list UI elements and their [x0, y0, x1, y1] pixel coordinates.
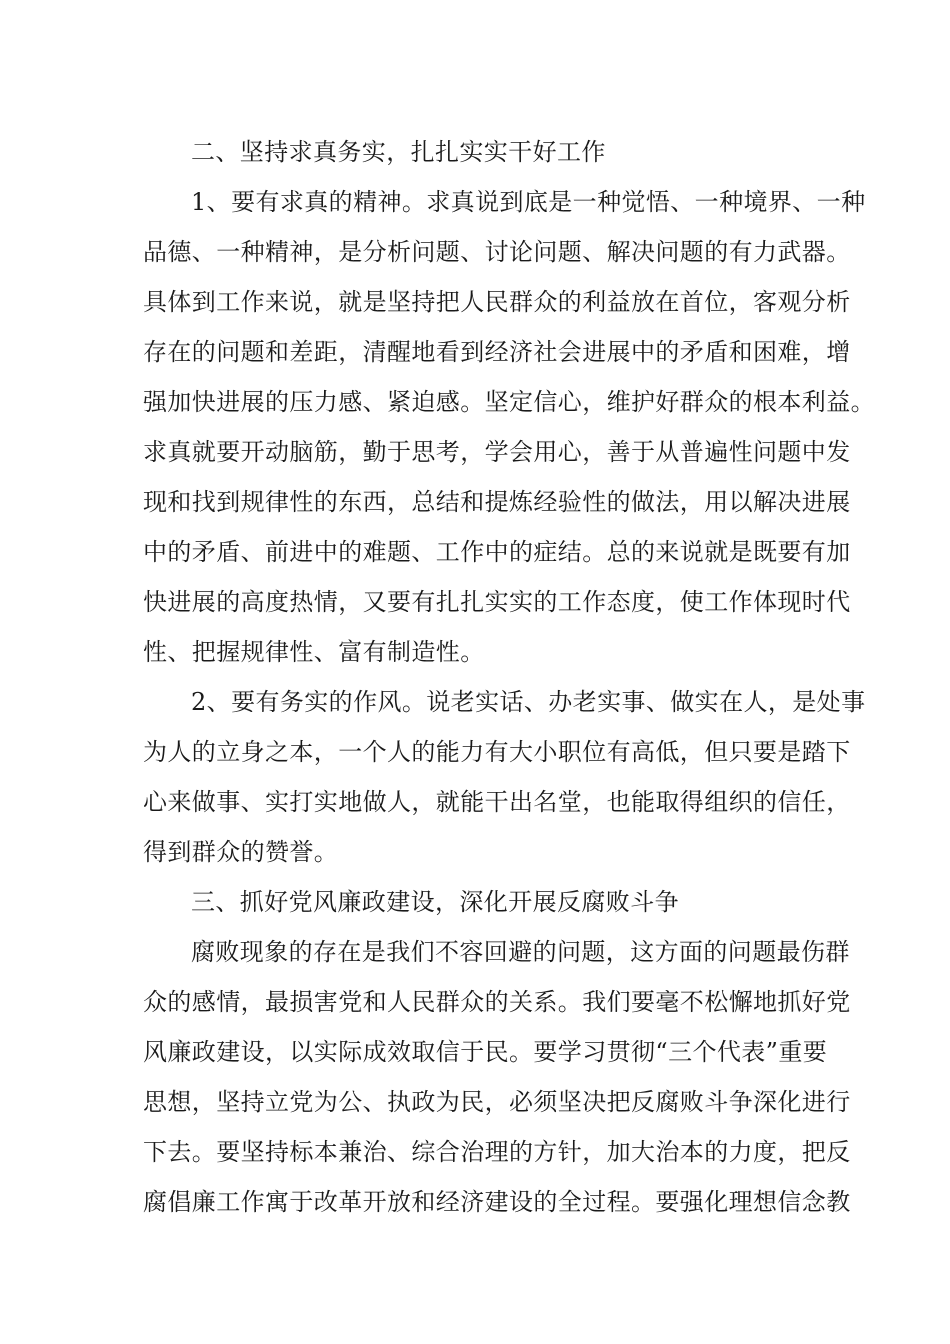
paragraph-line: 下去。要坚持标本兼治、综合治理的方针，加大治本的力度，把反: [143, 1138, 851, 1166]
paragraph-line: 腐倡廉工作寓于改革开放和经济建设的全过程。要强化理想信念教: [143, 1188, 851, 1216]
paragraph-line: 具体到工作来说，就是坚持把人民群众的利益放在首位，客观分析: [143, 288, 851, 316]
paragraph-line: 现和找到规律性的东西，总结和提炼经验性的做法，用以解决进展: [143, 488, 851, 516]
paragraph-line: 为人的立身之本，一个人的能力有大小职位有高低，但只要是踏下: [143, 738, 851, 766]
paragraph-line: 性、把握规律性、富有制造性。: [143, 638, 485, 666]
paragraph-line: 2、要有务实的作风。说老实话、办老实事、做实在人，是处事: [191, 688, 866, 716]
paragraph-line: 心来做事、实打实地做人，就能干出名堂，也能取得组织的信任，: [143, 788, 851, 816]
paragraph-line: 强加快进展的压力感、紧迫感。坚定信心，维护好群众的根本利益。: [143, 388, 875, 416]
paragraph-line: 中的矛盾、前进中的难题、工作中的症结。总的来说就是既要有加: [143, 538, 851, 566]
paragraph-line: 求真就要开动脑筋，勤于思考，学会用心，善于从普遍性问题中发: [143, 438, 851, 466]
section-heading-2: 二、坚持求真务实，扎扎实实干好工作: [191, 138, 606, 166]
paragraph-line: 品德、一种精神，是分析问题、讨论问题、解决问题的有力武器。: [143, 238, 851, 266]
paragraph-line: 快进展的高度热情，又要有扎扎实实的工作态度，使工作体现时代: [143, 588, 851, 616]
paragraph-line: 腐败现象的存在是我们不容回避的问题，这方面的问题最伤群: [191, 938, 850, 966]
paragraph-line: 存在的问题和差距，清醒地看到经济社会进展中的矛盾和困难，增: [143, 338, 851, 366]
paragraph-line: 思想，坚持立党为公、执政为民，必须坚决把反腐败斗争深化进行: [143, 1088, 851, 1116]
paragraph-line: 1、要有求真的精神。求真说到底是一种觉悟、一种境界、一种: [191, 188, 866, 216]
paragraph-line: 众的感情，最损害党和人民群众的关系。我们要毫不松懈地抓好党: [143, 988, 851, 1016]
section-heading-3: 三、抓好党风廉政建设，深化开展反腐败斗争: [191, 888, 679, 916]
paragraph-line: 得到群众的赞誉。: [143, 838, 339, 866]
paragraph-line: 风廉政建设，以实际成效取信于民。要学习贯彻“三个代表”重要: [143, 1038, 828, 1066]
